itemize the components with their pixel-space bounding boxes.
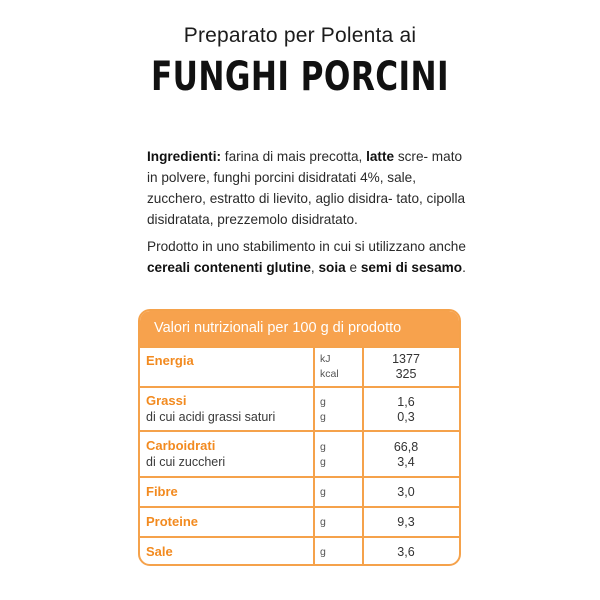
nutrition-table-title: Valori nutrizionali per 100 g di prodotto [140,311,459,346]
nutrient-name: Energia [146,353,194,368]
allergen-sesame: semi di sesamo [360,260,463,275]
nutrient-value-cell [366,440,446,470]
nutrient-unit-cell [320,352,339,382]
allergens-text: . [462,260,466,275]
nutrient-unit: g [320,516,326,528]
ingredient-allergen-milk: latte [366,149,395,164]
product-title: FUNGHI PORCINI [150,54,450,100]
allergens-text: Prodotto in uno stabilimento in cui si utilizzano anche [147,239,466,254]
nutrient-name-cell [146,544,173,560]
nutrient-name-cell [146,393,275,425]
nutrient-unit-cell [320,515,326,530]
nutrient-value-cell [366,352,446,382]
table-row-carboidrati [140,430,459,476]
nutrient-unit-cell [320,485,326,500]
nutrient-unit: g [320,456,326,468]
nutrient-value: 3,4 [397,455,415,469]
nutrient-unit: kcal [320,368,339,380]
nutrient-unit: g [320,411,326,423]
allergens-paragraph [147,236,469,278]
nutrient-value: 0,3 [397,410,415,424]
table-row-fibre [140,476,459,506]
nutrient-name: Carboidrati [146,438,216,453]
nutrient-value: 3,6 [397,545,415,559]
nutrition-table [138,309,461,566]
nutrient-unit-cell [320,545,326,560]
table-row-energia [140,346,459,386]
nutrition-table-body [140,346,459,566]
nutrient-unit: g [320,396,326,408]
ingredients-text: scre- mato in polvere, funghi porcini disidratati 4%, sale, zucchero, estratto di lievito, aglio disidra- tato, cipolla disidratata, prezzemolo disidratato. [147,149,466,227]
table-row-proteine [140,506,459,536]
nutrient-value-cell [366,545,446,560]
nutrient-name: Sale [146,544,173,559]
nutrient-name: Proteine [146,514,199,529]
product-subtitle: Preparato per Polenta ai [183,24,417,47]
nutrient-unit: g [320,486,326,498]
nutrient-subname: di cui zuccheri [146,455,226,469]
ingredients-block [147,146,469,284]
nutrient-value: 3,0 [397,485,415,499]
nutrient-subname: di cui acidi grassi saturi [146,410,276,424]
ingredients-paragraph [147,146,469,230]
ingredients-label: Ingredienti: [147,149,222,164]
ingredients-text: farina di mais precotta, [221,149,367,164]
allergens-text: , [310,260,319,275]
nutrient-name-cell [146,484,178,500]
nutrient-value-cell [366,485,446,500]
table-row-sale [140,536,459,566]
nutrient-value: 1377 [392,352,420,366]
nutrient-value: 1,6 [397,395,415,409]
nutrient-unit-cell [320,395,326,425]
nutrient-name: Fibre [146,484,178,499]
nutrient-name-cell [146,438,225,470]
nutrient-name-cell [146,353,194,369]
allergens-text: e [345,260,361,275]
nutrient-value: 9,3 [397,515,415,529]
table-row-grassi [140,386,459,430]
nutrient-unit: kJ [320,353,331,365]
nutrient-value-cell [366,395,446,425]
nutrient-name: Grassi [146,393,187,408]
nutrient-value-cell [366,515,446,530]
nutrient-name-cell [146,514,198,530]
nutrient-unit: g [320,441,326,453]
allergen-soy: soia [318,260,346,275]
nutrient-unit-cell [320,440,326,470]
allergen-gluten: cereali contenenti glutine [147,260,311,275]
nutrient-value: 66,8 [393,440,419,454]
nutrient-unit: g [320,546,326,558]
nutrient-value: 325 [395,367,417,381]
